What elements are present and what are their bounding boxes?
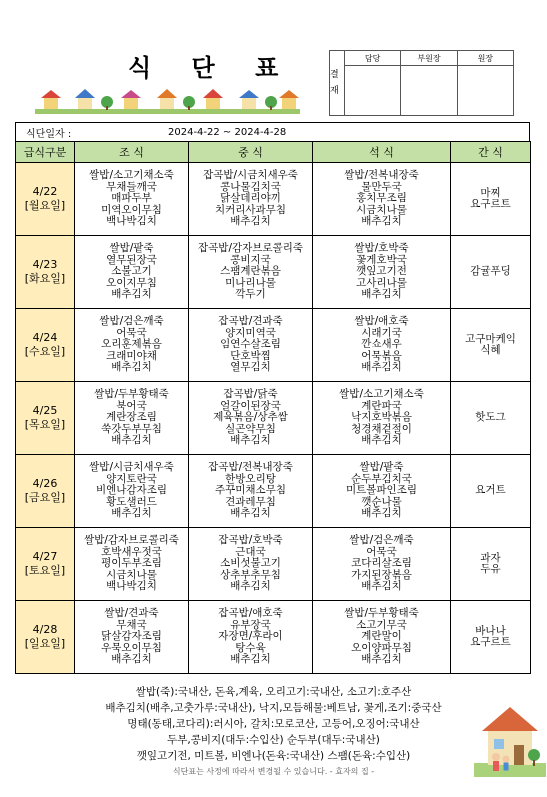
approval-header-director: 원장 [458, 51, 513, 66]
lunch-item: 콩나물김치국 [220, 180, 281, 193]
lunch-item: 잡곡밥/닭죽 [223, 388, 278, 401]
table-row [16, 601, 531, 674]
snack-item: 감귤푸딩 [470, 265, 511, 278]
dinner-item: 시금치나물 [356, 203, 407, 216]
snack-item: 요구르트 [470, 198, 511, 210]
dinner-cell [313, 309, 451, 382]
lunch-item: 견과레무침 [225, 495, 276, 508]
snack-cell [451, 601, 531, 674]
dinner-item: 깐쇼새우 [361, 338, 402, 351]
origin-line: 배추김치(배추,고춧가루:국내산), 낙지,모듬해물:베트남, 꽃게,조기:중국산 [105, 702, 442, 714]
breakfast-item: 양지토란국 [106, 472, 157, 485]
snack-item: 고구마케익 [465, 332, 516, 345]
lunch-item: 닭살데리야끼 [220, 192, 281, 205]
dinner-item: 깻순나물 [361, 495, 402, 508]
snack-cell [451, 163, 531, 236]
lunch-item: 배추김치 [230, 215, 271, 228]
lunch-item: 미나리나물 [225, 276, 276, 289]
approval-side-label: 결재 [330, 51, 345, 115]
dinner-item: 홍치무조림 [356, 192, 407, 205]
table-header-row [16, 142, 531, 163]
breakfast-item: 황도샐러드 [106, 495, 157, 508]
menu-table [15, 141, 531, 674]
dinner-item: 배추김치 [361, 580, 402, 593]
dinner-item: 청경채겉절이 [351, 422, 412, 435]
lunch-item: 깍두기 [235, 288, 266, 301]
lunch-item: 잡곡밥/호박죽 [218, 534, 283, 547]
breakfast-item: 쌀밥/팥죽 [109, 242, 154, 255]
lunch-item: 실곤약무침 [225, 422, 276, 435]
header-breakfast: 조 식 [75, 142, 189, 163]
page-title: 식 단 표 [128, 54, 295, 82]
dinner-item: 소고기무국 [356, 618, 407, 631]
lunch-item: 양지미역국 [225, 326, 276, 339]
breakfast-cell [75, 528, 189, 601]
breakfast-item: 배추김치 [111, 653, 152, 666]
lunch-item: 주꾸미채소무침 [214, 484, 286, 497]
dinner-item: 시래기국 [361, 326, 402, 339]
breakfast-item: 무채국 [116, 618, 147, 631]
day-cell [16, 236, 75, 309]
lunch-cell [189, 382, 313, 455]
table-row [16, 455, 531, 528]
breakfast-cell [75, 163, 189, 236]
dinner-item: 가지된장볶음 [351, 568, 412, 581]
breakfast-item: 배추김치 [111, 288, 152, 301]
lunch-item: 한방오리탕 [225, 472, 276, 485]
dinner-cell [313, 455, 451, 528]
lunch-item: 배추김치 [230, 580, 271, 593]
header-lunch: 중 식 [189, 142, 313, 163]
breakfast-item: 배추김치 [111, 507, 152, 520]
breakfast-item: 비엔나감자조림 [95, 484, 167, 497]
breakfast-cell [75, 601, 189, 674]
day-cell [16, 382, 75, 455]
day-date: 4/27 [32, 550, 58, 563]
origin-line: 명태(동태,코다리):러시아, 갈치:모로코산, 고등어,오징어:국내산 [127, 718, 420, 730]
menu-period [15, 122, 530, 142]
lunch-item: 배추김치 [230, 434, 271, 447]
breakfast-item: 매파두부 [111, 192, 152, 205]
day-cell [16, 309, 75, 382]
snack-cell [451, 528, 531, 601]
lunch-item: 치커리사과무침 [214, 203, 286, 216]
table-row [16, 309, 531, 382]
approval-column [345, 51, 401, 115]
lunch-cell [189, 236, 313, 309]
lunch-cell [189, 528, 313, 601]
breakfast-item: 쌀밥/시금치새우죽 [89, 461, 174, 474]
dinner-item: 배추김치 [361, 288, 402, 301]
lunch-cell [189, 601, 313, 674]
day-date: 4/22 [32, 185, 58, 198]
lunch-item: 자장면/후라이 [218, 630, 283, 643]
house-family-illustration [474, 697, 546, 777]
table-row [16, 382, 531, 455]
lunch-item: 근대국 [235, 545, 266, 558]
lunch-item: 스팸계란볶음 [220, 265, 281, 278]
origin-line: 쌀밥(죽):국내산, 돈육,계육, 오리고기:국내산, 소고기:호주산 [135, 686, 412, 698]
approval-box [329, 50, 514, 116]
snack-cell [451, 309, 531, 382]
lunch-item: 배추김치 [230, 507, 271, 520]
lunch-cell [189, 455, 313, 528]
breakfast-item: 쌀밥/소고기채소죽 [89, 169, 174, 182]
breakfast-item: 어묵국 [116, 326, 147, 339]
breakfast-item: 호박새우젓국 [101, 545, 162, 558]
lunch-item: 소비섯불고기 [220, 557, 281, 570]
dinner-item: 배추김치 [361, 434, 402, 447]
breakfast-item: 미역오이무침 [101, 203, 162, 216]
snack-item: 핫도그 [475, 411, 506, 424]
origin-line: 두부,콩비지(대두:수입산) 순두부(대두:국내산) [167, 734, 380, 746]
lunch-item: 열무김치 [230, 361, 271, 374]
snack-item: 두유 [480, 563, 501, 575]
day-cell [16, 163, 75, 236]
dinner-item: 코다리살조림 [351, 557, 412, 570]
dinner-item: 오이양파무침 [351, 641, 412, 654]
dinner-item: 어묵국 [366, 545, 397, 558]
lunch-item: 탕수육 [235, 641, 266, 654]
dinner-item: 쌀밥/두부황태죽 [344, 607, 419, 620]
dinner-item: 배추김치 [361, 653, 402, 666]
approval-sign-area [458, 66, 513, 115]
breakfast-item: 소불고기 [111, 265, 152, 278]
approval-column [458, 51, 513, 115]
lunch-item: 단호박찜 [230, 349, 271, 362]
snack-item: 바나나 [475, 624, 506, 637]
breakfast-item: 오이지무침 [106, 276, 157, 289]
dinner-item: 물만두국 [361, 180, 402, 193]
dinner-item: 고사리나물 [356, 276, 407, 289]
breakfast-item: 쑥갓두부무침 [101, 422, 162, 435]
breakfast-cell [75, 455, 189, 528]
dinner-item: 배추김치 [361, 215, 402, 228]
dinner-item: 쌀밥/검은깨죽 [349, 534, 414, 547]
snack-item: 마찌 [480, 186, 501, 199]
day-name: [목요일] [24, 418, 66, 431]
origin-info [0, 684, 547, 780]
lunch-item: 배추김치 [230, 653, 271, 666]
breakfast-item: 평이두부조림 [101, 557, 162, 570]
approval-header-staff: 담당 [345, 51, 400, 66]
dinner-item: 어묵볶음 [361, 349, 402, 362]
change-notice: 식단표는 사정에 따라서 변경될 수 있습니다. - 효자의 집 - [172, 767, 375, 776]
table-row [16, 528, 531, 601]
breakfast-item: 열무된장국 [106, 253, 157, 266]
period-value: 2024-4-22 ~ 2024-4-28 [168, 126, 287, 138]
breakfast-item: 배추김치 [111, 361, 152, 374]
breakfast-item: 배추김치 [111, 434, 152, 447]
lunch-cell [189, 163, 313, 236]
period-label: 식단일자 : [26, 128, 72, 140]
day-date: 4/23 [32, 258, 58, 271]
lunch-item: 임연수살조림 [220, 338, 281, 351]
day-name: [수요일] [24, 345, 66, 358]
dinner-item: 깻잎고기전 [356, 265, 407, 278]
lunch-item: 유부장국 [230, 618, 271, 631]
dinner-cell [313, 601, 451, 674]
dinner-item: 계란파국 [361, 399, 402, 412]
snack-item: 요구르트 [470, 636, 511, 648]
lunch-item: 잡곡밥/감자브로콜리죽 [198, 242, 303, 255]
approval-sign-area [401, 66, 456, 115]
dinner-item: 배추김치 [361, 507, 402, 520]
dinner-item: 쌀밥/전복내장죽 [344, 169, 419, 182]
day-cell [16, 455, 75, 528]
breakfast-item: 백나박김치 [106, 215, 157, 228]
dinner-item: 낙지호박볶음 [351, 411, 412, 424]
dinner-item: 미트볼파인조림 [345, 484, 417, 497]
dinner-item: 순두부김치국 [351, 472, 412, 485]
day-cell [16, 601, 75, 674]
breakfast-item: 쌀밥/검은깨죽 [99, 315, 164, 328]
day-name: [일요일] [24, 637, 66, 650]
approval-column [401, 51, 457, 115]
snack-item: 요거트 [475, 484, 506, 497]
breakfast-item: 닭살감자조림 [101, 630, 162, 643]
approval-sign-area [345, 66, 400, 115]
dinner-item: 쌀밥/애호죽 [354, 315, 409, 328]
breakfast-item: 크래미야채 [106, 349, 157, 362]
day-date: 4/24 [32, 331, 58, 344]
snack-cell [451, 382, 531, 455]
header-dinner: 석 식 [313, 142, 451, 163]
lunch-item: 제육볶음/상추쌈 [213, 411, 288, 424]
snack-cell [451, 236, 531, 309]
snack-item: 과자 [480, 551, 501, 564]
day-name: [토요일] [24, 564, 66, 577]
breakfast-item: 시금치나물 [106, 568, 157, 581]
lunch-item: 잡곡밥/전복내장죽 [208, 461, 293, 474]
dinner-cell [313, 236, 451, 309]
approval-header-vice-director: 부원장 [401, 51, 456, 66]
table-body [16, 163, 531, 674]
dinner-cell [313, 382, 451, 455]
lunch-item: 잡곡밥/견과죽 [218, 315, 283, 328]
dinner-cell [313, 163, 451, 236]
header-snack: 간 식 [451, 142, 531, 163]
dinner-item: 쌀밥/호박죽 [354, 242, 409, 255]
day-date: 4/25 [32, 404, 58, 417]
breakfast-item: 우묵오이무침 [101, 641, 162, 654]
breakfast-cell [75, 382, 189, 455]
day-name: [월요일] [24, 199, 66, 212]
lunch-item: 얼갈이된장국 [220, 399, 281, 412]
header-meal-type: 급식구분 [16, 142, 75, 163]
lunch-item: 상추부추무침 [220, 568, 281, 581]
breakfast-item: 백나박김치 [106, 580, 157, 593]
dinner-cell [313, 528, 451, 601]
lunch-cell [189, 309, 313, 382]
breakfast-item: 북어국 [116, 399, 147, 412]
breakfast-item: 쌀밥/감자브로콜리죽 [84, 534, 179, 547]
dinner-item: 쌀밥/팥죽 [359, 461, 404, 474]
breakfast-item: 계란장조림 [106, 411, 157, 424]
table-row [16, 236, 531, 309]
day-date: 4/28 [32, 623, 58, 636]
breakfast-item: 쌀밥/견과죽 [104, 607, 159, 620]
snack-item: 식혜 [480, 344, 501, 356]
day-cell [16, 528, 75, 601]
dinner-item: 계란말이 [361, 630, 402, 643]
snack-cell [451, 455, 531, 528]
lunch-item: 잡곡밥/시금치새우죽 [203, 169, 298, 182]
dinner-item: 쌀밥/소고기채소죽 [339, 388, 424, 401]
breakfast-cell [75, 236, 189, 309]
day-name: [화요일] [24, 272, 66, 285]
breakfast-item: 오리훈제볶음 [101, 338, 162, 351]
breakfast-item: 쌀밥/두부황태죽 [94, 388, 169, 401]
village-illustration [35, 84, 300, 114]
origin-line: 깻잎고기전, 미트볼, 비엔나(돈육:국내산) 스팸(돈육:수입산) [136, 750, 411, 762]
table-row [16, 163, 531, 236]
lunch-item: 잡곡밥/애호죽 [218, 607, 283, 620]
dinner-item: 배추김치 [361, 361, 402, 374]
breakfast-item: 무채들깨국 [106, 180, 157, 193]
day-name: [금요일] [24, 491, 66, 504]
lunch-item: 콩비지국 [230, 253, 271, 266]
dinner-item: 꽃게호박국 [356, 253, 407, 266]
breakfast-cell [75, 309, 189, 382]
day-date: 4/26 [32, 477, 58, 490]
